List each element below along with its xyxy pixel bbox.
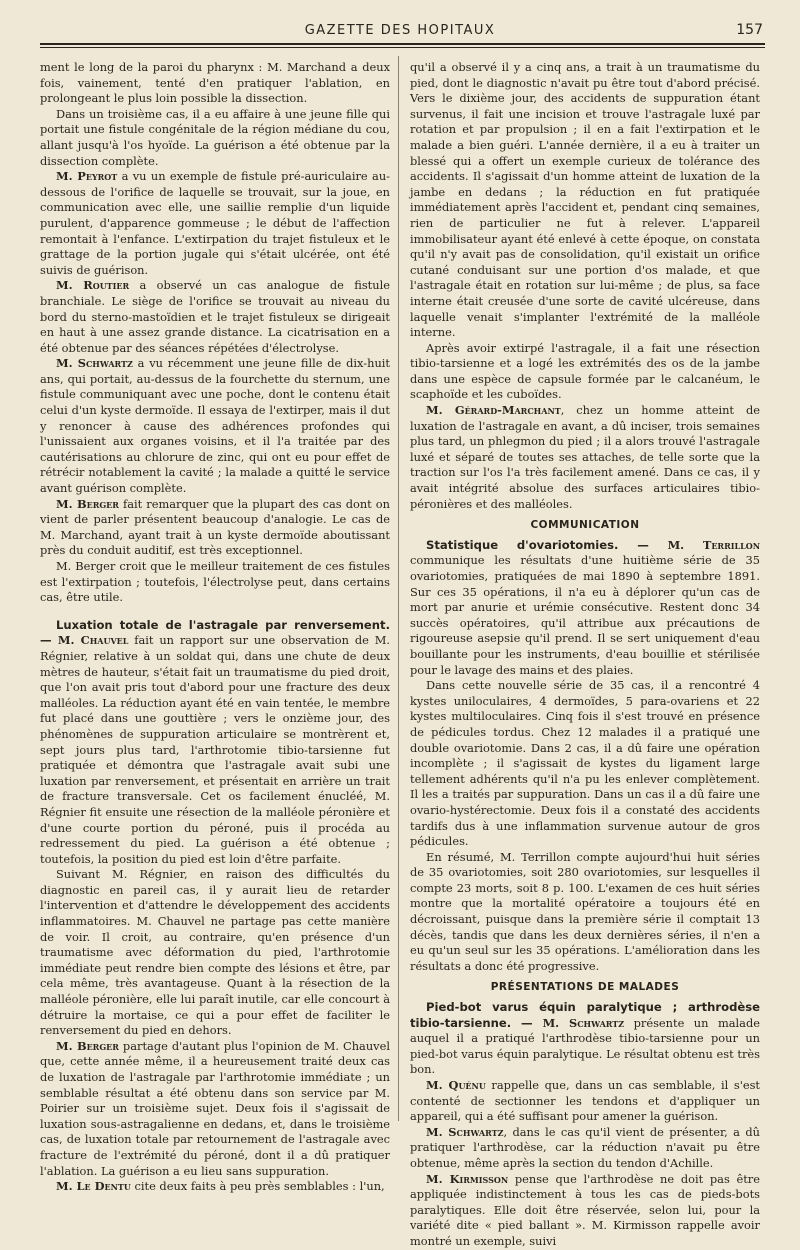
paragraph: Dans cette nouvelle série de 35 cas, il a rencontré 4 kystes uniloculaires, 4 dermoïdes, 5 para-ovariens et 22 kystes multiloculaires. Cinq fois il s'est trouvé en présence de pédicules tordus. Chez 12 malades il a pratiqué une double ovariotomie. Dans 2 cas, il a dû faire une opération incomplète ; il s'agissait de kystes du ligament large tellement adhérents qu'il n'a pu les enlever complètement. Il les a traités par suppuration. Dans un cas il a dû faire une ovario-hystérectomie. Deux fois il a constaté des accidents tardifs dus à une inflammation survenue autour de gros pédicules.	[410, 678, 760, 849]
paragraph: Suivant M. Régnier, en raison des difficultés du diagnostic en pareil cas, il y aurait lieu de retarder l'intervention et d'attendre le développement des accidents inflammatoires. M. Chauvel ne partage pas cette manière de voir. Il croit, au contraire, qu'en présence d'un traumatisme avec déformation du pied, l'arthrotomie immédiate peut rendre bien compte des lésions et être, par cela même, très avantageuse. Quant à la résection de la malléole péronière, elle lui paraît inutile, car elle concourt à détruire la mortaise, ce qui a pour effet de faciliter le renversement du pied en dehors.	[40, 867, 390, 1038]
section-title: Statistique d'ovariotomies. —	[426, 537, 668, 552]
paragraph	[40, 1179, 390, 1195]
paragraph-text: fait un rapport sur une observation de M. Régnier, relative à un soldat qui, dans une chute de deux mètres de hauteur, s'était fait un traumatisme du pied droit, que l'on avait pris tout d'abord pour une fracture des deux malléoles. La réduction ayant été en vain tentée, le membre fut placé dans une gouttière ; vers le onzième jour, des phénomènes de suppuration articulaire se montrèrent et, sept jours plus tard, l'arthrotomie tibio-tarsienne fut pratiquée et démontra que l'astragale avait subi une luxation par renversement, et présentait en arrière un trait de fracture transversale. Cet os facilement énucléé, M. Régnier fit ensuite une résection de la malléole péronière et d'une courte portion du péroné, puis il procéda au redressement du pied. La guérison a été obtenue ; toutefois, la position du pied est loin d'être parfaite.	[40, 633, 390, 866]
paragraph: En résumé, M. Terrillon compte aujourd'hui huit séries de 35 ovariotomies, soit 280 ovariotomies, sur lesquelles il compte 23 morts, soit 8 p. 100. L'examen de ces huit séries montre que la mortalité opératoire a toujours été en décroissant, puisque dans la première série il comptait 13 décès, tandis que dans les deux dernières séries, il n'en a eu qu'un seul sur les 35 opérations. L'amélioration dans les résultats a donc été progressive.	[410, 849, 760, 973]
paragraph-text: partage d'autant plus l'opinion de M. Chauvel que, cette année même, il a heureusement traité deux cas de luxation de l'astragale par l'arthrotomie immédiate ; un semblable résultat a été obtenu dans son service par M. Poirier sur un troisième sujet. Deux fois il s'agissait de luxation sous-astragalienne en dedans, et, dans le troisième cas, de luxation totale par retournement de l'astragale avec fracture de l'extrémité du péroné, dont il a dû pratiquer l'ablation. La guérison a eu lieu sans suppuration.	[40, 1038, 390, 1178]
paragraph	[40, 497, 390, 559]
paragraph-text: communique les résultats d'une huitième série de 35 ovariotomies, pratiquées de mai 1890 à septembre 1891. Sur ces 35 opérations, il n'a eu à déplorer qu'un cas de mort par anurie et urémie consécutive. Restent donc 34 succès opératoires, qu'il attribue aux précautions de rigoureuse asepsie qu'il prend. Il se sert uniquement d'eau bouillante pour les instruments, d'eau bouillie et stérilisée pour le lavage des mains et des plaies.	[410, 553, 760, 677]
paragraph: Après avoir extirpé l'astragale, il a fait une résection tibio-tarsienne et a logé les extrémités des os de la jambe dans une espèce de capsule formée par le calcanéum, le scaphoïde et les cuboïdes.	[410, 340, 760, 402]
paragraph-text: , chez un homme atteint de luxation de l'astragale en avant, a dû inciser, trois semaines plus tard, un phlegmon du pied ; il a alors trouvé l'astragale luxé et séparé de toutes ses attaches, de telle sorte que la traction sur l'os l'a très facilement amené. Dans ce cas, il y avait intégrité absolue des surfaces articulaires tibio-péronières et des malléoles.	[410, 403, 760, 511]
paragraph-text: a vu un exemple de fistule pré-auriculaire au-dessous de l'orifice de laquelle se trouvait, sur la joue, en communication avec elle, une saillie remplie d'un liquide purulent, d'apparence gommeuse ; le début de l'affection remontait à l'enfance. L'extirpation du trajet fistuleux et le grattage de la portion jugale qui s'était ulcérée, ont été suivis de guérison.	[40, 169, 391, 277]
paragraph	[40, 169, 390, 278]
paragraph-text: a observé un cas analogue de fistule branchiale. Le siège de l'orifice se trouvait au niveau du bord du sterno-mastoïdien et le trajet fistuleux se dirigeait en haut à une assez grande distance. La cicatrisation en a été obtenue par des séances répétées d'électrolyse.	[40, 278, 390, 355]
journal-title: GAZETTE DES HOPITAUX	[304, 23, 496, 38]
header-rule-thin	[40, 47, 765, 48]
header-rule	[40, 43, 765, 45]
paragraph-text: , dans le cas qu'il vient de présenter, a dû pratiquer l'arthrodèse, car la réduction n'avait pu être obtenue, même après la section du tendon d'Achille.	[410, 1124, 760, 1170]
right-column	[410, 60, 760, 1250]
speaker-name: M. Quénu	[426, 1078, 486, 1092]
paragraph-text: rappelle que, dans un cas semblable, il s'est contenté de sectionner les tendons et d'appliquer un appareil, qui a été suffisant pour amener la guérison.	[410, 1078, 760, 1124]
section-heading: PRÉSENTATIONS DE MALADES	[490, 981, 680, 994]
speaker-name: M. Chauvel	[57, 633, 129, 648]
paragraph-text: cite deux faits à peu près semblables : l'un,	[130, 1179, 385, 1194]
speaker-name: M. Schwartz	[426, 1124, 504, 1139]
paragraph	[40, 1039, 390, 1179]
column-divider	[398, 56, 399, 1121]
paragraph-text: présente un malade auquel il a pratiqué l'arthrodèse tibio-tarsienne pour un pied-bot varus équin paralytique. Le résultat obtenu est très bon.	[410, 1015, 760, 1077]
paragraph	[410, 1078, 760, 1125]
speaker-name: M. Le Dentu	[56, 1179, 131, 1194]
paragraph: M. Berger croit que le meilleur traitement de ces fistules est l'extirpation ; toutefois, l'électrolyse peut, dans certains cas, être utile.	[40, 559, 390, 605]
section-title: Luxation totale de l'astragale par renversement. —	[40, 617, 390, 648]
paragraph-text: pense que l'arthrodèse ne doit pas être appliquée indistinctement à tous les cas de pieds-bots paralytiques. Elle doit être réservée, selon lui, pour la variété dite « pied ballant ». M. Kirmisson rappelle avoir montré un exemple, suivi	[410, 1171, 760, 1248]
paragraph	[410, 1125, 760, 1172]
section-paragraph	[410, 1000, 760, 1078]
page-number: 157	[736, 22, 763, 38]
speaker-name: M. Schwartz	[542, 1015, 625, 1030]
section-heading: COMMUNICATION	[530, 519, 640, 532]
paragraph-text: a vu récemment une jeune fille de dix-huit ans, qui portait, au-dessus de la fourchette du sternum, une fistule communiquant avec une poche, dont le contenu était celui d'un kyste dermoïde. Il essaya de l'extirper, mais il dut y renoncer à cause des adhérences profondes qui l'unissaient aux organes voisins, et il l'a traitée par des cautérisations au chlorure de zinc, qui ont eu pour effet de rétrécir notablement la cavité ; la malade a quitté le service avant guérison complète.	[40, 356, 390, 496]
paragraph	[410, 403, 760, 512]
speaker-name: M. Gérard-Marchant	[426, 403, 561, 418]
section-title: Pied-bot varus équin paralytique ; arthrodèse tibio-tarsienne. —	[410, 1000, 760, 1030]
paragraph: qu'il a observé il y a cinq ans, a trait à un traumatisme du pied, dont le diagnostic n'avait pu être tout d'abord précisé. Vers le dixième jour, des accidents de suppuration étant survenus, il fait une incision et trouve l'astragale luxé par rotation et par propulsion ; il en a fait l'extirpation et le malade a bien guéri. L'année dernière, il a eu à traiter un blessé qui a offert un exemple curieux de tolérance des accidents. Il s'agissait d'un homme atteint de luxation de la jambe en dedans ; la réduction en fut pratiquée immédiatement après l'accident et, pendant cinq semaines, rien de particulier ne fut à relever. L'appareil immobilisateur ayant été enlevé à cette époque, on constata qu'il n'y avait pas de consolidation, qu'il existait un orifice cutané conduisant sur une portion d'os malade, et que l'astragale était en rotation sur lui-même ; de plus, sa face interne était creusée d'une sorte de cavité ulcéreuse, dans laquelle venait s'implanter l'extrémité de la malléole interne.	[410, 60, 760, 340]
speaker-name: M. Berger	[56, 496, 119, 511]
paragraph	[410, 1172, 760, 1250]
paragraph: ment le long de la paroi du pharynx : M. Marchand a deux fois, vainement, tenté d'en pratiquer l'ablation, en prolongeant le plus loin possible la dissection.	[40, 60, 390, 106]
speaker-name: M. Routier	[56, 278, 130, 293]
speaker-name: M. Terrillon	[667, 537, 761, 552]
speaker-name: M. Kirmisson	[426, 1171, 509, 1186]
speaker-name: M. Schwartz	[56, 356, 133, 371]
speaker-name: M. Peyrot	[56, 169, 118, 184]
speaker-name: M. Berger	[56, 1038, 119, 1053]
paragraph	[40, 356, 390, 496]
left-column	[40, 60, 390, 1195]
section-paragraph	[410, 538, 760, 678]
paragraph	[40, 278, 390, 356]
section-paragraph	[40, 618, 390, 868]
paragraph: Dans un troisième cas, il a eu affaire à une jeune fille qui portait une fistule congénitale de la région médiane du cou, allant jusqu'à l'os hyoïde. La guérison a été obtenue par la dissection complète.	[40, 106, 390, 168]
paragraph-text: fait remarquer que la plupart des cas dont on vient de parler présentent beaucoup d'analogie. Le cas de M. Marchand, ayant trait à un kyste dermoïde aboutissant près du conduit auditif, est très exceptionnel.	[40, 496, 390, 558]
